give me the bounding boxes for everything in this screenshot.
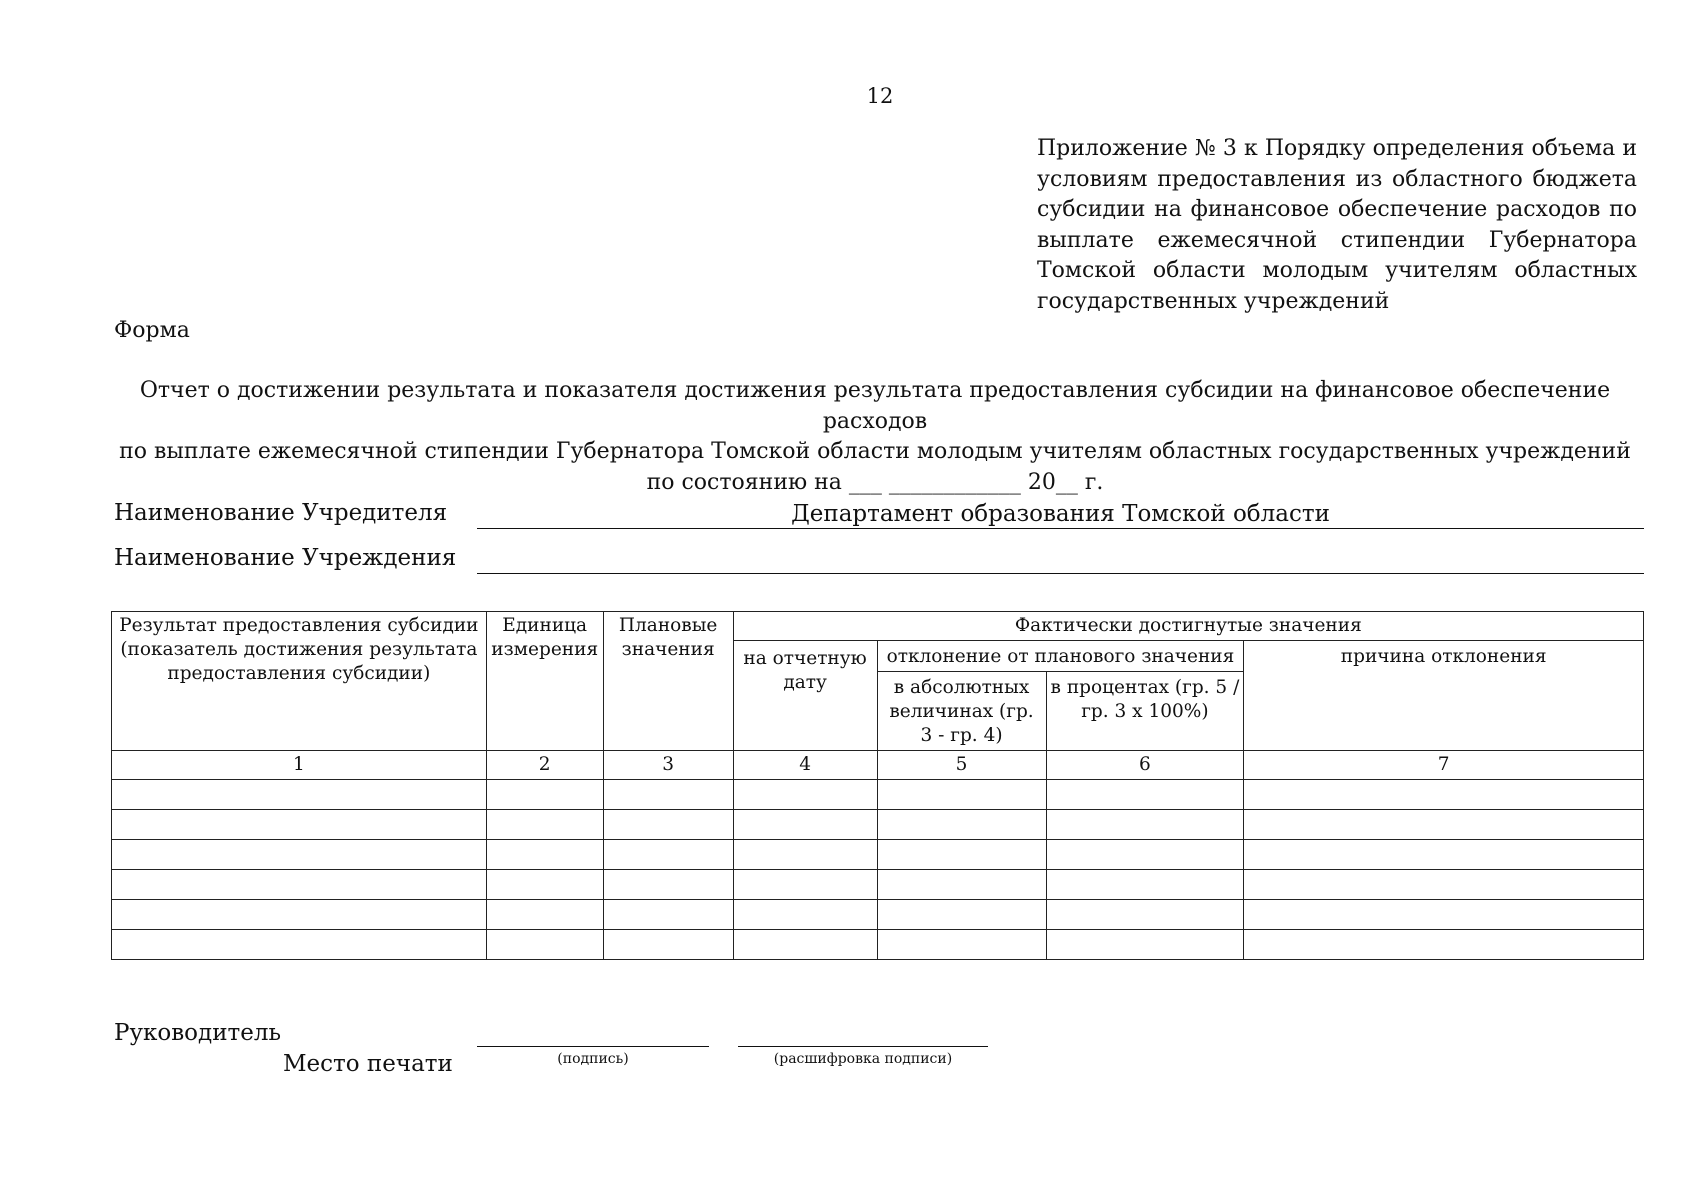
signature-decode-caption: (расшифровка подписи) — [773, 1051, 953, 1067]
table-cell[interactable] — [877, 930, 1046, 960]
empty-rows — [112, 780, 1644, 960]
table-cell[interactable] — [603, 870, 733, 900]
table-row — [112, 840, 1644, 870]
header-deviation-group: отклонение от планового значения — [877, 641, 1244, 672]
table-cell[interactable] — [603, 930, 733, 960]
header-abs: в абсолютных величинах (гр. 3 - гр. 4) — [877, 672, 1046, 751]
report-table — [111, 611, 1644, 960]
report-title-line-3: по состоянию на ___ ____________ 20__ г. — [646, 469, 1104, 495]
table-cell[interactable] — [603, 840, 733, 870]
table-cell[interactable] — [1244, 840, 1644, 870]
table-cell[interactable] — [1046, 840, 1244, 870]
founder-field[interactable]: Департамент образования Томской области — [477, 500, 1644, 529]
column-number: 7 — [1244, 751, 1644, 780]
table-cell[interactable] — [1046, 900, 1244, 930]
seal-label: Место печати — [283, 1051, 453, 1077]
table-cell[interactable] — [486, 810, 603, 840]
column-number-row — [112, 751, 1644, 780]
institution-label: Наименование Учреждения — [114, 545, 457, 571]
table-cell[interactable] — [1244, 930, 1644, 960]
institution-field[interactable] — [477, 545, 1644, 574]
signature-caption: (подпись) — [557, 1051, 629, 1067]
table-cell[interactable] — [486, 840, 603, 870]
table-row — [112, 900, 1644, 930]
table-cell[interactable] — [603, 810, 733, 840]
table-row — [112, 930, 1644, 960]
table-cell[interactable] — [877, 810, 1046, 840]
page-number: 12 — [866, 84, 894, 108]
header-plan: Плановые значения — [603, 612, 733, 751]
table-cell[interactable] — [603, 900, 733, 930]
header-unit: Единица измерения — [486, 612, 603, 751]
report-title-line-1: Отчет о достижении результата и показателя достижения результата предоставления субсидии на финансовое обеспечение расходов — [139, 378, 1611, 434]
table-cell[interactable] — [877, 780, 1046, 810]
table-cell[interactable] — [733, 930, 877, 960]
header-actual-group: Фактически достигнутые значения — [733, 612, 1643, 641]
table-cell[interactable] — [1046, 780, 1244, 810]
table-cell[interactable] — [733, 780, 877, 810]
table-cell[interactable] — [1046, 930, 1244, 960]
table-cell[interactable] — [112, 930, 487, 960]
table-cell[interactable] — [1046, 870, 1244, 900]
table-cell[interactable] — [877, 870, 1046, 900]
founder-label: Наименование Учредителя — [114, 500, 448, 526]
report-title — [100, 376, 1650, 498]
table-cell[interactable] — [112, 840, 487, 870]
table-cell[interactable] — [877, 840, 1046, 870]
table-row — [112, 780, 1644, 810]
table-cell[interactable] — [112, 870, 487, 900]
column-number: 3 — [603, 751, 733, 780]
table-cell[interactable] — [1244, 870, 1644, 900]
header-report-date: на отчетную дату — [733, 641, 877, 751]
table-cell[interactable] — [1244, 780, 1644, 810]
report-title-line-2: по выплате ежемесячной стипендии Губернатора Томской области молодым учителям областных государственных учреждений — [119, 439, 1631, 464]
table-cell[interactable] — [1244, 900, 1644, 930]
signature-decode-line[interactable] — [738, 1046, 988, 1047]
table-cell[interactable] — [112, 900, 487, 930]
head-label: Руководитель — [114, 1020, 281, 1046]
table-cell[interactable] — [112, 780, 487, 810]
table-row — [112, 870, 1644, 900]
table-cell[interactable] — [486, 930, 603, 960]
table-cell[interactable] — [733, 870, 877, 900]
table-cell[interactable] — [1244, 810, 1644, 840]
signature-line[interactable] — [477, 1046, 709, 1047]
table-cell[interactable] — [603, 780, 733, 810]
table-cell[interactable] — [486, 870, 603, 900]
table-cell[interactable] — [733, 900, 877, 930]
column-number: 6 — [1046, 751, 1244, 780]
header-reason: причина отклонения — [1244, 641, 1644, 751]
table-cell[interactable] — [733, 840, 877, 870]
column-number: 5 — [877, 751, 1046, 780]
table-cell[interactable] — [733, 810, 877, 840]
column-number: 4 — [733, 751, 877, 780]
table-cell[interactable] — [486, 900, 603, 930]
column-number: 1 — [112, 751, 487, 780]
table-cell[interactable] — [1046, 810, 1244, 840]
column-number: 2 — [486, 751, 603, 780]
table-cell[interactable] — [112, 810, 487, 840]
header-result: Результат предоставления субсидии (показатель достижения результата предоставления субсидии) — [112, 612, 487, 751]
appendix-note: Приложение № 3 к Порядку определения объема и условиям предоставления из областного бюджета субсидии на финансовое обеспечение расходов по выплате ежемесячной стипендии Губернатора Томской области молодым учителям областных государственных учреждений — [1037, 136, 1637, 314]
table-cell[interactable] — [486, 780, 603, 810]
table-cell[interactable] — [877, 900, 1046, 930]
form-label: Форма — [114, 318, 190, 343]
table-header-row — [112, 612, 1644, 641]
header-pct: в процентах (гр. 5 / гр. 3 х 100%) — [1046, 672, 1244, 751]
table-row — [112, 810, 1644, 840]
